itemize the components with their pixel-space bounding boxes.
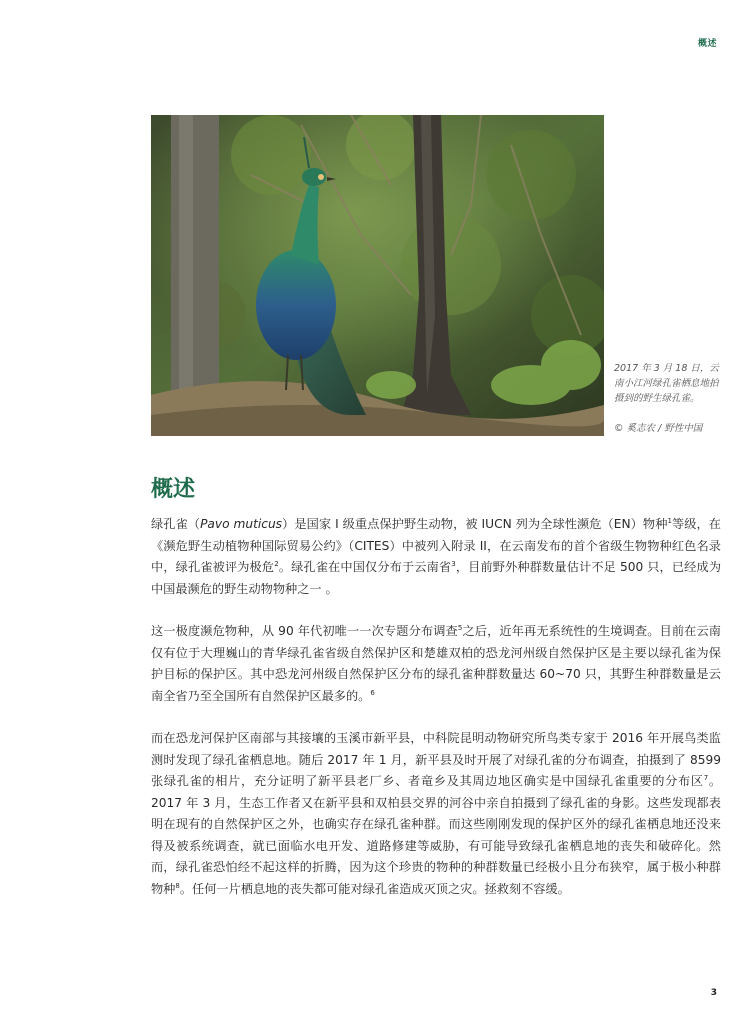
body-text [151, 514, 721, 921]
section-title: 概述 [151, 477, 196, 502]
footnote-ref[interactable]: 2 [274, 559, 279, 568]
peacock-photo [151, 115, 604, 436]
footnote-ref[interactable]: 5 [457, 623, 463, 632]
scientific-name: Pavo muticus [200, 517, 283, 531]
paragraph-3: 而在恐龙河保护区南部与其接壤的玉溪市新平县，中科院昆明动物研究所鸟类专家于 2016 年开展鸟类监测时发现了绿孔雀栖息地。随后 2017 年 1 月，新平县及时开展了对绿孔雀的分布调查，拍摄到了 8599 张绿孔雀的相片，充分证明了新平县老厂乡、者竜乡及其周边地区确实是中国绿孔雀重要的分布区$^7$。2017 年 3 月，生态工作者又在新平县和双柏县交界的河谷中亲自拍摄到了绿孔雀的身影。这些发现都表明在现有的自然保护区之外，也确实存在绿孔雀种群。而这些刚刚发现的保护区外的绿孔雀栖息地还没来得及被系统调查，就已面临水电开发、道路修建等威胁，有可能导致绿孔雀栖息地的丧失和破碎化。然而，绿孔雀恐怕经不起这样的折腾，因为这个珍贵的物种的种群数量已经极小且分布狭窄，属于极小种群物种$^8$。任何一片栖息地的丧失都可能对绿孔雀造成灭顶之灾。拯救刻不容缓。 [151, 731, 722, 896]
photo-credit: © 奚志农 / 野性中国 [614, 423, 703, 434]
paragraph-2: 这一极度濒危物种，从 90 年代初唯一一次专题分布调查$^5$之后，近年再无系统性的生境调查。目前在云南仅有位于大理巍山的青华绿孔雀省级自然保护区和楚雄双柏的恐龙河州级自然保护区是主要以绿孔雀为保护目标的保护区。其中恐龙河州级自然保护区分布的绿孔雀种群数量达 60~70 只，其野生种群数量是云南全省乃至全国所有自然保护区最多的。$^6$ [151, 623, 721, 703]
footnote-ref[interactable]: 8 [175, 881, 180, 890]
peacock-illustration [151, 115, 604, 436]
photo-caption [614, 361, 726, 436]
footnote-ref[interactable]: 1 [667, 516, 672, 525]
running-header: 概述 [697, 39, 717, 49]
footnote-ref[interactable]: 6 [370, 688, 375, 697]
paragraph-1: 绿孔雀（Pavo muticus）是国家 I 级重点保护野生动物，被 IUCN 列为全球性濒危（EN）物种$^1$等级，在《濒危野生动植物种国际贸易公约》（CITES）中被列入附录 II，在云南发布的首个省级生物物种红色名录中，绿孔雀被评为极危$^2$。绿孔雀在中国仅分布于云南省$^3$，目前野外种群数量估计不足 500 只，已经成为中国最濒危的野生动物物种之一 。 [151, 516, 722, 596]
footnote-ref[interactable]: 7 [703, 773, 709, 782]
footnote-ref[interactable]: 3 [451, 559, 456, 568]
caption-text: 2017 年 3 月 18 日，云南小江河绿孔雀栖息地拍摄到的野生绿孔雀。 [614, 363, 719, 404]
page-number: 3 [710, 988, 717, 998]
